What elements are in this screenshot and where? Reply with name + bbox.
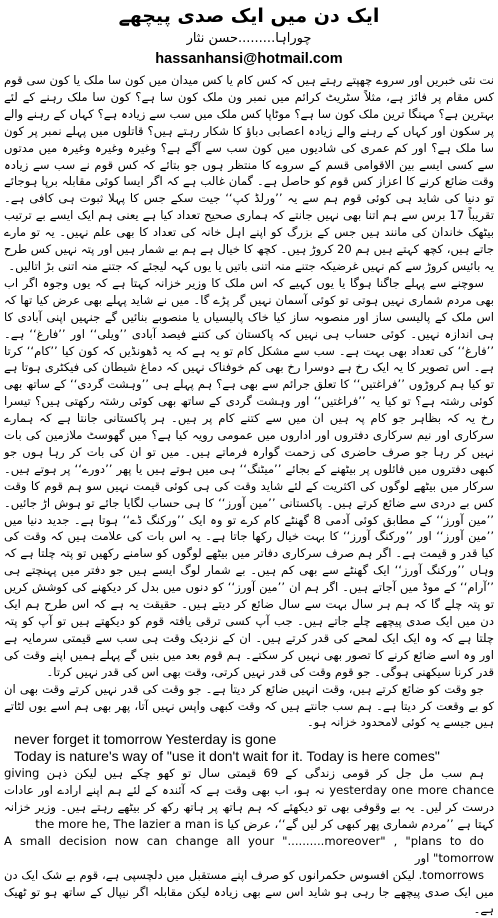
english-quote-3: A small decision now can change all your "..........moreover" , "plans to do tomorrow" اور: [4, 833, 494, 865]
paragraph-3: جو وقت کو ضائع کرتے ہیں، وقت انہیں ضائع کر دیتا ہے۔ جو وقت کی قدر نہیں کرتے وقت بھی ان کو بے وقعت کر دیتا ہے۔ ہم سب جانتے ہیں کہ وقت کبھی واپس نہیں آتا، پھر بھی ہم اسے یوں لٹاتے ہیں جیسے یہ کوئی لامحدود خزانہ ہو۔: [4, 681, 494, 730]
paragraph-2: سوچنے سے پہلے جاگنا ہوگا یا یوں کہیے کہ اس ملک کا وزیر خزانہ کہتا ہے کہ یوں وجوہ اگر اب بھی مردم شماری نہیں ہوتی تو کوئی آسمان نہیں گر پڑے گا۔ میں نے شاید پہلے بھی عرض کیا تھا کہ اس ملک کے پالیسی ساز اور منصوبہ ساز کیا خاک پالیسیاں یا منصوبے بنائیں گے جنہیں اپنی آبادی کا ہی اندازہ نہیں۔ کوئی حساب ہی نہیں کہ پاکستان کی کتنے فیصد آبادی ’’ویلی‘‘ اور ’’فارغ‘‘ ہے۔ ’’فارغ‘‘ کی تعداد بھی بہت ہے۔ سب سے مشکل کام تو یہ ہے کہ یہ ڈھونڈیں کہ کون کیا ’’کام‘‘ کرتا ہے۔ اس تصویر کا یہ ایک رخ ہے دوسرا رخ بھی کم خوفناک نہیں کہ دماغ شیطان کی فیکٹری ہوتا ہے تو کیا ہم کروڑوں ’’فراغتیں‘‘ کا تعلق جرائم سے بھی ہے؟ ہم پہلے ہی ’’وہشت گردی‘‘ کے ساتھ بھی کوئی رشتہ ہے؟ تو کیا یہ ’’فراغتیں‘‘ اور وہشت گردی کے ساتھ بھی کوئی رشتہ رکھتی ہیں؟ تیسرا رخ یہ کہ بظاہر جو کام پہ ہیں ان میں سے کتنے کام پر ہیں۔ ہر پاکستانی جانتا ہے کہ ہمارے سرکاری اور نیم سرکاری دفتروں اور اداروں میں عمومی رویہ کیا ہے؟ میں گھوسٹ ملازمین کی بات نہیں کر رہا جو صرف حاضری کی زحمت گوارہ فرماتے ہیں۔ میں تو ان کی بات کر رہا ہوں جو کبھی دفتروں میں فائلوں پر بیٹھنے کے بجائے ’’میٹنگ‘‘ ہی میں ہوتے ہیں یا پھر ’’دورے‘‘ پر ہوتے ہیں۔ سرکار میں بیٹھے لوگوں کی اکثریت کے لئے شاید وقت کی ہی کوئی قیمت نہیں سو ہم قوم کا وقت کس بے دردی سے ضائع کرتے ہیں۔ پاکستانی ’’مین آورز‘‘ کا ہی حساب لگایا جائے تو ہوش اڑ جائیں۔ ’’مین آورز‘‘ کے مطابق کوئی آدمی 8 گھنٹے کام کرے تو وہ ایک ’’ورکنگ ڈے‘‘ ہوتا ہے۔ جدید دنیا میں ’’مین آورز‘‘ اور ’’ورکنگ آورز‘‘ کا بہت خیال رکھا جاتا ہے۔ یہ اس بات کی علامت ہیں کہ وقت کی کیا قدر و قیمت ہے۔ اگر ہم صرف سرکاری دفاتر میں بیٹھے لوگوں کو سامنے رکھیں تو پتہ چلتا ہے کہ وہاں ’’ورکنگ آورز‘‘ ایک گھنٹے سے بھی کم ہیں۔ بے شمار لوگ ایسے ہیں جو دفتر میں پہنچتے ہی ’’آرام‘‘ کے موڈ میں آجاتے ہیں۔ اگر ہم ان ’’مین آورز‘‘ کو دنوں میں بدل کر دیکھنے کی کوشش کریں تو پتہ چلے گا کہ ہم ہر سال بہت سے سال ضائع کر دیتے ہیں۔ حقیقت یہ ہے کہ اس طرح ہم ایک دن میں ایک صدی پیچھے چلے جاتے ہیں۔ جب آپ کسی ترقی یافتہ قوم کو دیکھتے ہیں تو آپ کو پتہ چلتا ہے کہ وہ ایک ایک لمحے کی قدر کرتے ہیں۔ ان کے نزدیک وقت ہی سب سے قیمتی سرمایہ ہے اور وہ اسے ضائع کرنے کا تصور بھی نہیں کر سکتے۔ ہم قوم بعد میں بنیں گے پہلے ہمیں اپنے وقت کی قدر کرنا سیکھنی ہوگی۔ جو قوم وقت کی قدر نہیں کرتی، وقت بھی اس کی قدر نہیں کرتا۔: [4, 275, 494, 679]
article-body: [4, 72, 494, 918]
english-quote-1: never forget it tomorrow Yesterday is gone: [14, 731, 277, 748]
english-quote-2: Today is nature's way of "use it don't wait for it. Today is here comes": [14, 748, 440, 765]
paragraph-4: ہم سب مل جل کر قومی زندگی کے 69 قیمتی سال تو کھو چکے ہیں لیکن ذہن giving yesterday one more chance نہ ہو، اب بھی وقت ہے کہ آئندہ کے لئے ہم اپنے ارادے اور عادات درست کر لیں۔ یہ بے وقوفی بھی تو دیکھئے کہ ہم ہاتھ پر ہاتھ رکھ کر بیٹھے رہتے ہیں۔ وزیر خزانہ کہتا ہے ’’مردم شماری پھر کبھی کر لیں گے‘‘، عرض کیا the more he, The lazier a man is: [4, 766, 494, 832]
paragraph-1: نت نئی خبریں اور سروے چھپتے رہتے ہیں کہ کس کام یا کس میدان میں کون سا ملک یا کون سی قوم کس مقام پر فائز ہے، مثلاً سٹریٹ کرائم میں نمبر ون ملک کون سا ہے؟ کون سا ملک رہنے کے لئے بہترین ہے؟ مہنگا ترین ملک کون سا ہے؟ موٹاپا کس ملک میں سب سے زیادہ ہے؟ کہاں کے رہنے والے پر سکون اور کہاں کے رہنے والے زیادہ اعصابی دباؤ کا شکار رہتے ہیں؟ قاتلوں میں پہلے نمبر پر کون سا ملک ہے؟ اور کم عمری کی شادیوں میں کون سب سے آگے ہے؟ وغیرہ وغیرہ وغیرہ میں مدتوں سے کسی ایسے بین الاقوامی قسم کے سروے کا منتظر ہوں جو بتائے کہ کس قوم نے سب سے زیادہ وقت ضائع کرنے کا اعزاز کس قوم کو حاصل ہے۔ گمان غالب ہے کہ اگر ایسا کوئی مقابلہ برپا ہوجائے تو دنیا کی شاید ہی کوئی قوم ہم سے یہ ’’ورلڈ کپ‘‘ جیت سکے جس کا پہلا ثبوت ہی کافی ہے۔ تقریباً 17 برس سے ہم اتنا بھی نہیں جانتے کہ ہماری صحیح تعداد کیا ہے یعنی ہم ایک ایسے بے ترتیب بیٹھک خاندان کی مانند ہیں جس کے بزرگ کو اپنے اہل خانہ کی تعداد کا بھی علم نہیں۔ یہ تو مارے جاتے ہیں، کچھ کہتے ہیں ہم 20 کروڑ ہیں۔ کچھ کا خیال ہے ہم بے شمار ہیں اور پتہ نہیں کس طرح یہ بائیس کروڑ سے کم نہیں غرضیکہ جتنے منہ اتنی باتیں یا یوں کہہ لیجئے کہ جتنے منہ اتنی بڑ اتالیں۔: [4, 73, 495, 273]
author-byline: چوراہا.........حسن نثار: [186, 31, 312, 46]
closing-paragraph: tomorrows. لیکن افسوس حکمرانوں کو صرف اپنے مستقبل میں دلچسپی ہے، قوم بے شک ایک دن میں ایک صدی پیچھے جا رہی ہو شاید اس سے بھی زیادہ لیکن مقابلہ اگر نیپال کے ساتھ ہو تو ٹھیک ہے۔: [4, 867, 494, 916]
column-title: ایک دن میں ایک صدی پیچھے: [118, 5, 380, 27]
author-email: hassanhansi@hotmail.com: [155, 51, 343, 67]
